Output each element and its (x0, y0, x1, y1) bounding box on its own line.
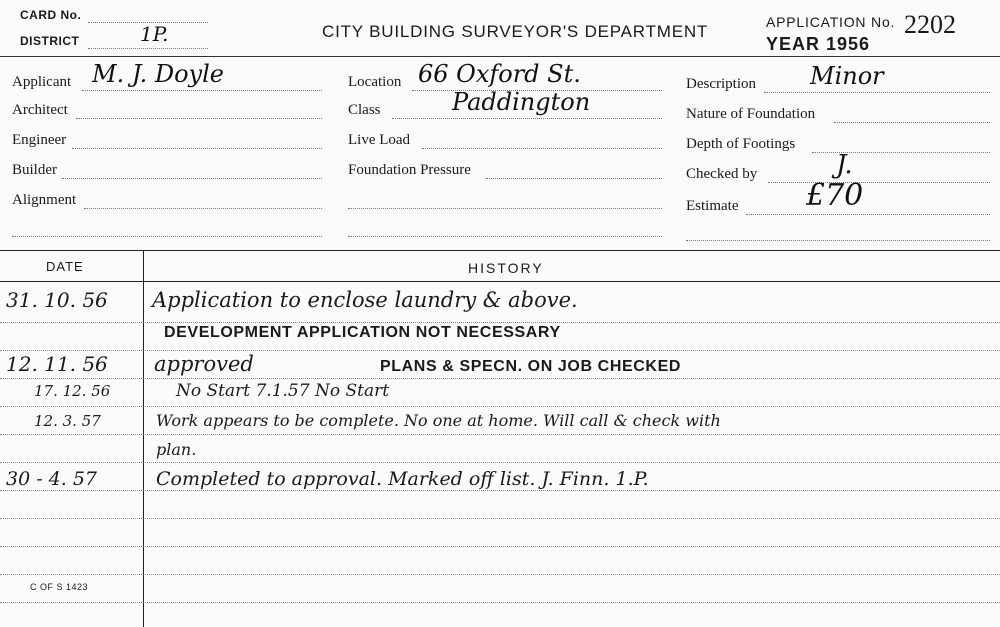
alignment-label: Alignment (12, 192, 77, 208)
ruled-line (0, 406, 1000, 407)
architect-line (76, 118, 322, 119)
architect-label: Architect (12, 102, 68, 118)
ruled-line (0, 546, 1000, 547)
history-date: 31. 10. 56 (6, 288, 108, 312)
history-date: 30 - 4. 57 (6, 468, 98, 490)
ruled-line (0, 518, 1000, 519)
history-date: 12. 11. 56 (6, 352, 108, 376)
year-label: YEAR 1956 (766, 34, 871, 54)
estimate-value: £70 (806, 178, 864, 213)
ruled-line (0, 462, 1000, 463)
card-no-label: CARD No. (20, 8, 82, 22)
description-line (764, 92, 990, 93)
checked-by-line (768, 182, 990, 183)
engineer-line (72, 148, 322, 149)
history-entry: Application to enclose laundry & above. (152, 288, 578, 312)
applicant-line (82, 90, 322, 91)
history-column-header: HISTORY (468, 260, 544, 276)
ruled-line (0, 602, 1000, 603)
history-entry: plan. (156, 440, 197, 459)
location-value: 66 Oxford St. (418, 60, 581, 88)
application-no-value: 2202 (904, 10, 956, 39)
ruled-line (0, 378, 1000, 379)
class-label: Class (348, 102, 381, 118)
col3-extra-line (686, 240, 990, 241)
table-header-border (0, 281, 1000, 282)
estimate-line (746, 214, 990, 215)
estimate-label: Estimate (686, 198, 739, 214)
foundation-pressure-label: Foundation Pressure (348, 162, 471, 178)
district-field (88, 48, 208, 49)
nature-of-foundation-line (834, 122, 990, 123)
class-line (392, 118, 662, 119)
ruled-line (0, 574, 1000, 575)
district-value: 1P. (140, 22, 169, 46)
col2-extra-line-1 (348, 208, 662, 209)
checked-by-value: J. (836, 150, 853, 180)
applicant-label: Applicant (12, 74, 72, 90)
history-entry: Work appears to be complete. No one at home. Will call & check with (156, 411, 721, 430)
col2-extra-line-2 (348, 236, 662, 237)
department-title: CITY BUILDING SURVEYOR'S DEPARTMENT (322, 22, 709, 41)
development-stamp: DEVELOPMENT APPLICATION NOT NECESSARY (164, 324, 561, 341)
header-divider (0, 56, 1000, 57)
history-date: 17. 12. 56 (34, 382, 111, 400)
ruled-line (0, 434, 1000, 435)
form-code: C OF S 1423 (30, 582, 89, 592)
ruled-line (0, 490, 1000, 491)
live-load-line (422, 148, 662, 149)
applicant-value: M. J. Doyle (92, 60, 224, 88)
history-entry: approved (154, 352, 254, 376)
engineer-label: Engineer (12, 132, 67, 148)
history-entry: No Start 7.1.57 No Start (176, 381, 390, 401)
ruled-line (0, 322, 1000, 323)
location-label: Location (348, 74, 402, 90)
class-value: Paddington (452, 88, 591, 116)
builder-line (62, 178, 322, 179)
depth-of-footings-label: Depth of Footings (686, 136, 796, 152)
date-column-divider (143, 250, 144, 627)
live-load-label: Live Load (348, 132, 411, 148)
plans-checked-stamp: PLANS & SPECN. ON JOB CHECKED (380, 358, 681, 375)
date-column-header: DATE (46, 259, 84, 274)
description-label: Description (686, 76, 756, 92)
nature-of-foundation-label: Nature of Foundation (686, 106, 816, 122)
ruled-line (0, 350, 1000, 351)
description-value: Minor (810, 62, 884, 90)
foundation-pressure-line (486, 178, 662, 179)
table-top-border (0, 250, 1000, 251)
application-no-label: APPLICATION No. (766, 14, 896, 30)
alignment-line (84, 208, 322, 209)
col1-extra-line (12, 236, 322, 237)
history-date: 12. 3. 57 (34, 412, 101, 430)
district-label: DISTRICT (20, 34, 80, 48)
history-entry: Completed to approval. Marked off list. J. Finn. 1.P. (156, 468, 649, 490)
checked-by-label: Checked by (686, 166, 758, 182)
builder-label: Builder (12, 162, 57, 178)
